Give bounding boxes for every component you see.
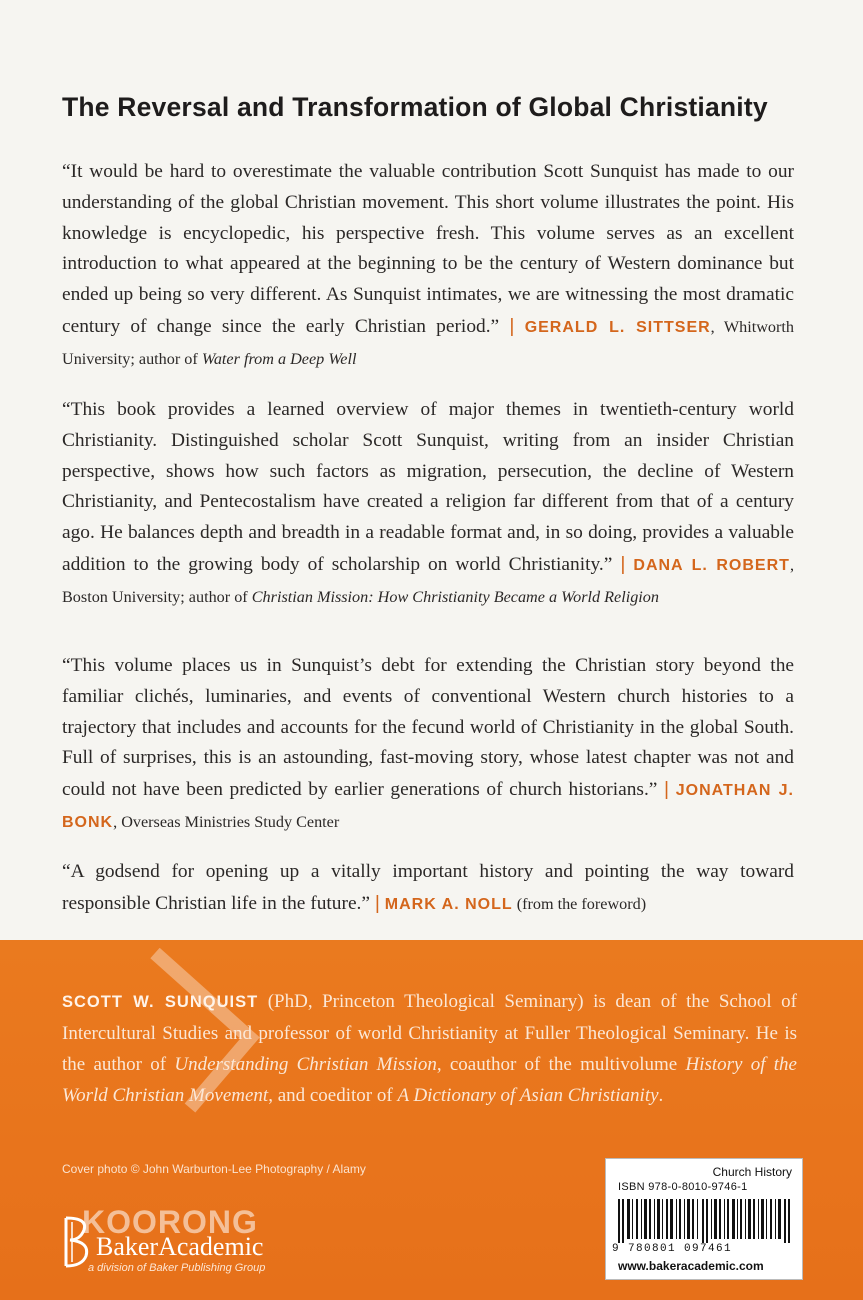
- endorsement-text: “It would be hard to overestimate the valuable contribution Scott Sunquist has made to our understanding of the global Christian movement. This short volume illustrates the point. His knowledge is encyclopedic, his perspective fresh. This volume serves as an excellent introduction to what appeared at the beginning to be the century of Western dominance but ended up being so very different. As Sunquist intimates, we are witnessing the most dramatic century of change since the early Christian period.”: [62, 161, 794, 337]
- barcode-panel: [605, 1158, 803, 1280]
- publisher-division: a division of Baker Publishing Group: [88, 1262, 266, 1274]
- subject-category: Church History: [712, 1165, 792, 1179]
- endorser-name: MARK A. NOLL: [384, 895, 513, 913]
- endorsement: [62, 857, 794, 921]
- endorser-affiliation: , Boston University; author of: [62, 555, 794, 606]
- endorser-book: Christian Mission: How Christianity Became a World Religion: [251, 587, 659, 606]
- endorsement: [62, 157, 794, 375]
- publisher-name: BakerAcademic: [96, 1232, 264, 1261]
- author-name: SCOTT W. SUNQUIST: [62, 993, 259, 1011]
- isbn-text: ISBN 978-0-8010-9746-1: [618, 1181, 748, 1193]
- koorong-watermark: KOORONG: [82, 1204, 258, 1240]
- endorsement: [62, 395, 794, 613]
- bio-book-title: A Dictionary of Asian Christianity: [397, 1085, 659, 1106]
- bio-text: .: [658, 1085, 664, 1106]
- barcode-icon: [618, 1199, 792, 1243]
- bio-book-title: Understanding Christian Mission: [174, 1054, 437, 1075]
- photo-credit: Cover photo © John Warburton-Lee Photography / Alamy: [62, 1162, 366, 1176]
- endorsement-text: “A godsend for opening up a vitally important history and pointing the way toward responsible Christian life in the future.”: [62, 861, 794, 914]
- endorser-affiliation: , Whitworth University; author of: [62, 317, 794, 368]
- separator: |: [664, 778, 670, 801]
- bio-text: , coauthor of the multivolume: [436, 1054, 686, 1075]
- endorser-name: DANA L. ROBERT: [633, 556, 790, 574]
- barcode-digits: 9 780801 097461: [612, 1243, 733, 1255]
- author-bio: [62, 986, 797, 1111]
- separator: |: [374, 891, 380, 914]
- endorser-name: GERALD L. SITTSER: [524, 318, 711, 336]
- endorsement: [62, 651, 794, 839]
- bio-text: (PhD, Princeton Theological Seminary) is dean of the School of Intercultural Studies and professor of world Christianity at Fuller Theological Seminary. He is the author of: [62, 991, 797, 1075]
- endorsement-text: “This book provides a learned overview of major themes in twentieth-century world Christianity. Distinguished scholar Scott Sunquist, writing from an insider Christian perspective, shows how such factors as migration, persecution, the decline of Western Christianity, and Pentecostalism have created a religion far different from that of a century ago. He balances depth and breadth in a readable format and, in so doing, provides a valuable addition to the growing body of scholarship on world Christianity.”: [62, 399, 794, 575]
- book-title: The Reversal and Transformation of Global Christianity: [62, 92, 768, 122]
- endorsement-text: “This volume places us in Sunquist’s debt for extending the Christian story beyond the familiar clichés, luminaries, and events of conventional Western church histories to a trajectory that includes and accounts for the fecund world of Christianity in the global South. Full of surprises, this is an astounding, fast-moving story, whose latest chapter was not and could not have been predicted by earlier generations of church historians.”: [62, 655, 794, 801]
- endorser-name: JONATHAN J. BONK: [62, 782, 794, 831]
- endorser-affiliation: (from the foreword): [512, 894, 647, 913]
- bio-book-title: History of the World Christian Movement: [62, 1054, 797, 1106]
- bio-text: , and coeditor of: [268, 1085, 398, 1106]
- separator: |: [620, 552, 626, 575]
- endorser-affiliation: , Overseas Ministries Study Center: [113, 812, 340, 831]
- endorser-book: Water from a Deep Well: [201, 349, 357, 368]
- separator: |: [509, 314, 515, 337]
- publisher-url: www.bakeracademic.com: [618, 1259, 764, 1273]
- publisher-logo: [62, 1204, 322, 1278]
